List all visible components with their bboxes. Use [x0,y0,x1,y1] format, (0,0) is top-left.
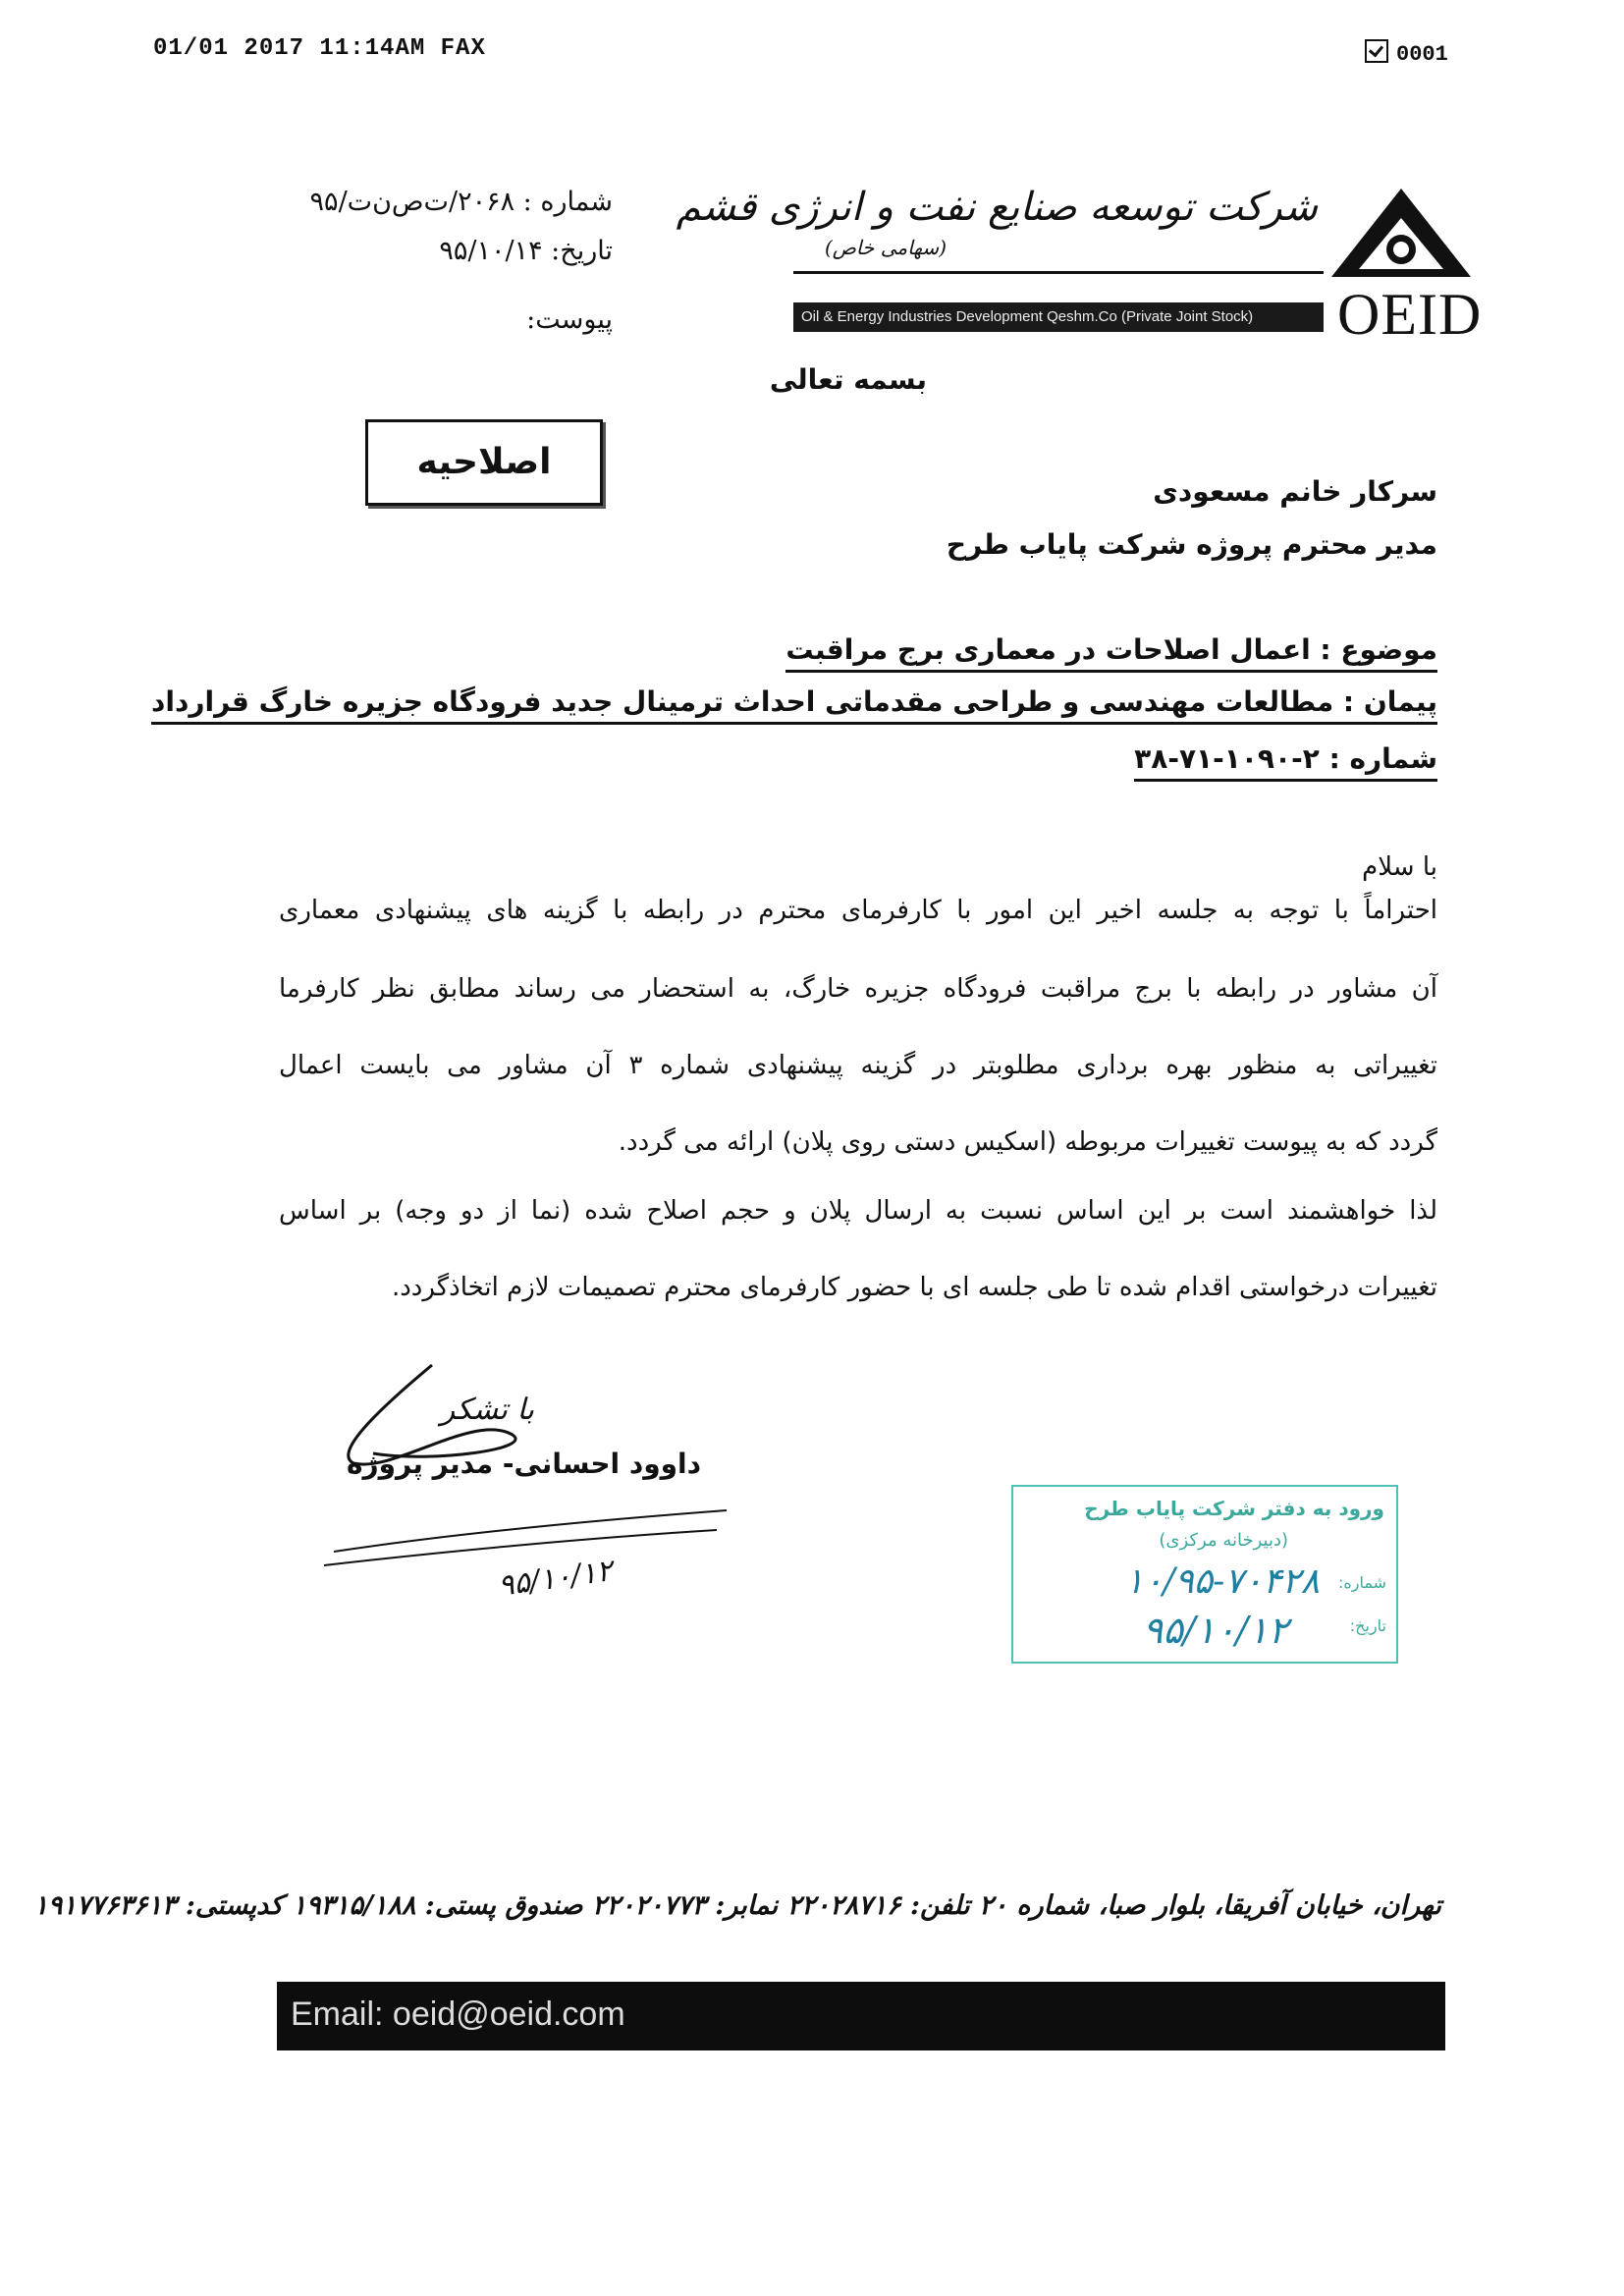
stamp-number-value: ۱۰/۹۵-۷۰۴۲۸ [1124,1561,1320,1602]
stamp-date-label: تاریخ: [1349,1616,1386,1635]
fax-header-datetime: 01/01 2017 11:14AM FAX [153,35,486,62]
handwritten-date: ۹۵/۱۰/۱۲ [496,1554,615,1604]
subject-text: موضوع : اعمال اصلاحات در معماری برج مراقبت [785,633,1437,673]
contract-text: پیمان : مطالعات مهندسی و طراحی مقدماتی احداث ترمینال جدید فرودگاه جزیره خارگ قرارداد [151,685,1437,725]
contract-line [151,685,1437,718]
footer-bar [277,1982,1445,2050]
body-line-1: احتراماً با توجه به جلسه اخیر این امور با کارفرمای محترم در رابطه با گزینه های پیشنهادی معماری [279,896,1437,925]
reference-date-value: ۹۵/۱۰/۱۴ [439,236,543,266]
contract-number-text: شماره : ۲-۱۰۹۰-۷۱-۳۸ [1134,742,1437,782]
subject-line [785,633,1437,666]
signatory-name: داوود احسانی- مدیر پروژه [346,1448,701,1480]
footer-email: Email: oeid@oeid.com [291,1995,625,2033]
body-line-5: لذا خواهشمند است بر این اساس نسبت به ارسال پلان و حجم اصلاح شده (نما از دو وجه) بر اساس [279,1196,1437,1226]
fax-page-value: 0001 [1396,42,1448,67]
company-name-fa: شرکت توسعه صنایع نفت و انرژی قشم [676,185,1318,230]
recipient-line-2: مدیر محترم پروژه شرکت پایاب طرح [946,528,1437,561]
stamp-title: ورود به دفتر شرکت پایاب طرح [1084,1497,1384,1520]
body-line-6: تغییرات درخواستی اقدام شده تا طی جلسه ای با حضور کارفرمای محترم تصمیمات لازم اتخاذگردد. [391,1273,1437,1302]
closing-thanks: با تشکر [440,1393,534,1427]
body-line-2: آن مشاور در رابطه با برج مراقبت فرودگاه جزیره خارگ، به استحضار می رساند مطابق نظر کارفرما [279,974,1437,1004]
checkbox-icon [1365,39,1388,63]
letterhead-divider [793,271,1324,274]
footer-address: تهران، خیابان آفریقا، بلوار صبا، شماره ۲۰ تلفن: ۲۲۰۲۸۷۱۶ نمابر: ۲۲۰۲۰۷۷۳ صندوق پستی: ۱۹۳۱۵/۱۸۸ کدپستی: ۱۹۱۷۷۶۳۶۱۳ [33,1890,1441,1921]
greeting: با سلام [1362,852,1437,882]
company-logo-text: OEID [1337,282,1483,347]
reference-number-value: ۲۰۶۸/ت‌ص‌ن‌ت/۹۵ [309,187,515,217]
reference-date [439,236,613,266]
stamp-number-label: شماره: [1337,1573,1386,1592]
reference-attachment-label: پیوست: [526,304,613,335]
reference-date-label: تاریخ: [551,236,613,266]
receipt-stamp [1011,1485,1398,1664]
company-logo-icon [1327,183,1475,281]
contract-number-line [1134,742,1437,775]
company-name-en: Oil & Energy Industries Development Qeshm.Co (Private Joint Stock) [793,302,1324,332]
company-type-fa: (سهامی خاص) [824,236,947,259]
body-line-3: تغییراتی به منظور بهره برداری مطلوبتر در گزینه پیشنهادی شماره ۳ آن مشاور می بایست اعمال [279,1051,1437,1080]
bismillah: بسمه تعالی [769,363,927,396]
reference-number [310,187,613,217]
stamp-subtitle: (دبیرخانه مرکزی) [1159,1530,1288,1551]
stamp-date-value: ۹۵/۱۰/۱۲ [1142,1609,1288,1652]
reference-number-label: شماره : [522,187,613,217]
fax-page-number [1365,39,1448,67]
correction-label-box: اصلاحیه [365,419,603,506]
body-line-4: گردد که به پیوست تغییرات مربوطه (اسکیس دستی روی پلان) ارائه می گردد. [618,1127,1437,1157]
recipient-line-1: سرکار خانم مسعودی [1153,475,1437,508]
